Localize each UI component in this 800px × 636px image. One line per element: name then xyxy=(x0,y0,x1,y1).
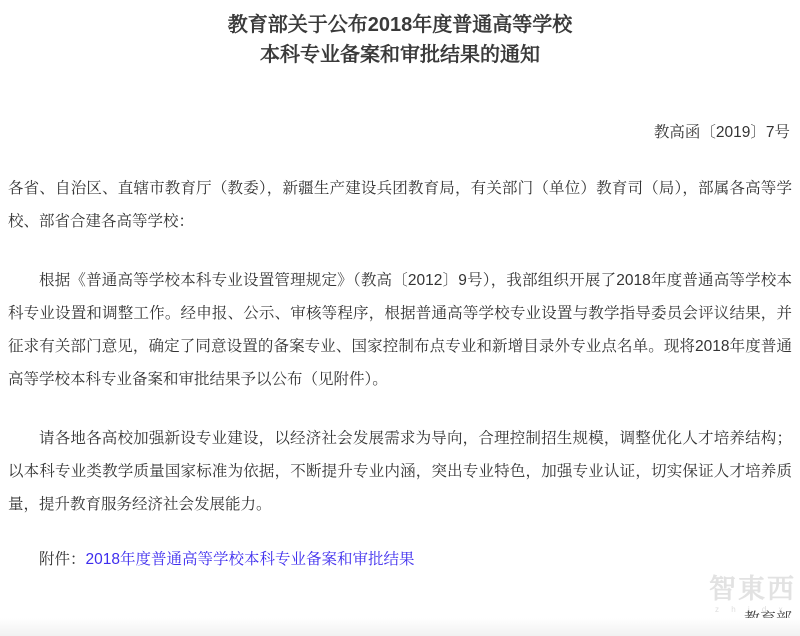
bottom-fade-edge xyxy=(0,618,800,636)
zhidx-logo-text: 智東西 xyxy=(709,574,796,604)
attachment-line xyxy=(8,543,792,576)
attachment-link[interactable]: 2018年度普通高等学校本科专业备案和审批结果 xyxy=(85,551,415,568)
document-title-line1: 教育部关于公布2018年度普通高等学校 xyxy=(227,14,573,36)
body-paragraph-2: 请各地各高校加强新设专业建设，以经济社会发展需求为导向，合理控制招生规模，调整优化人才培养结构；以本科专业类教学质量国家标准为依据，不断提升专业内涵，突出专业特色，加强专业认证，切实保证人才培养质量，提升教育服务经济社会发展能力。 xyxy=(8,430,792,513)
document-number: 教高函〔2019〕7号 xyxy=(653,124,790,141)
body-paragraph-1: 根据《普通高等学校本科专业设置管理规定》（教高〔2012〕9号），我部组织开展了2018年度普通高等学校本科专业设置和调整工作。经申报、公示、审核等程序，根据普通高等学校专业设置与教学指导委员会评议结果，并征求有关部门意见，确定了同意设置的备案专业、国家控制布点专业和新增目录外专业点名单。现将2018年度普通高等学校本科专业备案和审批结果予以公布（见附件）。 xyxy=(8,272,792,388)
document-title xyxy=(0,10,800,70)
salutation-paragraph: 各省、自治区、直辖市教育厅（教委），新疆生产建设兵团教育局，有关部门（单位）教育司（局），部属各高等学校、部省合建各高等学校： xyxy=(8,180,792,230)
attachment-label: 附件： xyxy=(39,551,86,568)
document-title-line2: 本科专业备案和审批结果的通知 xyxy=(260,44,540,66)
zhidx-logo-subtext: z h i d x xyxy=(715,605,788,614)
